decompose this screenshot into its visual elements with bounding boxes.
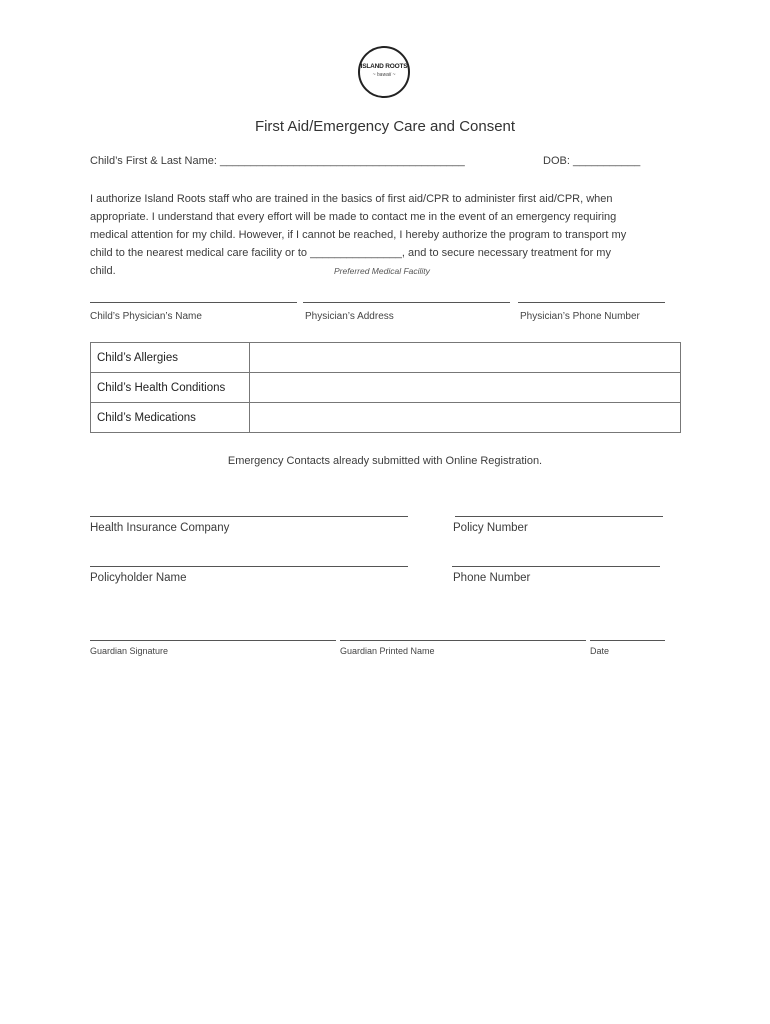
dob-field[interactable]: DOB: ___________ <box>543 155 641 167</box>
page-title: First Aid/Emergency Care and Consent <box>254 118 516 135</box>
logo-name: ISLAND ROOTS <box>360 63 408 70</box>
physician-phone-line[interactable] <box>518 302 665 303</box>
health-conditions-label: Child’s Health Conditions <box>91 373 250 403</box>
policyholder-name-label: Policyholder Name <box>90 572 187 584</box>
child-name-field[interactable]: Child’s First & Last Name: ________________________________________ <box>90 155 465 167</box>
physician-phone-label: Physician’s Phone Number <box>520 311 640 322</box>
phone-number-line[interactable] <box>452 566 660 567</box>
policy-number-line[interactable] <box>455 516 663 517</box>
table-row <box>91 343 681 373</box>
guardian-signature-line[interactable] <box>90 640 336 641</box>
phone-number-label: Phone Number <box>453 572 531 584</box>
policy-number-label: Policy Number <box>453 522 528 534</box>
guardian-printed-name-line[interactable] <box>340 640 586 641</box>
paragraph-line: appropriate. I understand that every effort will be made to contact me in the event of an emergency requiring <box>90 211 617 223</box>
paragraph-line: child. <box>90 265 116 277</box>
allergies-input[interactable] <box>250 343 681 373</box>
medications-label: Child’s Medications <box>91 403 250 433</box>
paragraph-line: medical attention for my child. However, if I cannot be reached, I hereby authorize the program to transport my <box>90 229 627 241</box>
allergies-label: Child’s Allergies <box>91 343 250 373</box>
physician-address-label: Physician’s Address <box>305 311 394 322</box>
medications-input[interactable] <box>250 403 681 433</box>
date-label: Date <box>590 646 610 656</box>
insurance-company-line[interactable] <box>90 516 408 517</box>
paragraph-line: child to the nearest medical care facility or to _______________, and to secure necessary treatment for my <box>90 247 611 259</box>
paragraph-line: I authorize Island Roots staff who are trained in the basics of first aid/CPR to administer first aid/CPR, when <box>90 193 613 205</box>
policyholder-name-line[interactable] <box>90 566 408 567</box>
guardian-printed-name-label: Guardian Printed Name <box>340 646 435 656</box>
preferred-facility-caption: Preferred Medical Facility <box>334 266 430 276</box>
health-info-table <box>90 342 681 433</box>
physician-name-label: Child’s Physician’s Name <box>90 311 202 322</box>
table-row <box>91 373 681 403</box>
physician-name-line[interactable] <box>90 302 297 303</box>
emergency-contacts-note: Emergency Contacts already submitted with Online Registration. <box>227 455 543 467</box>
insurance-company-label: Health Insurance Company <box>90 522 230 534</box>
health-conditions-input[interactable] <box>250 373 681 403</box>
table-row <box>91 403 681 433</box>
date-line[interactable] <box>590 640 665 641</box>
physician-address-line[interactable] <box>303 302 510 303</box>
guardian-signature-label: Guardian Signature <box>90 646 169 656</box>
island-roots-logo <box>358 46 410 98</box>
logo-tagline: ~ hawaii ~ <box>372 72 396 78</box>
